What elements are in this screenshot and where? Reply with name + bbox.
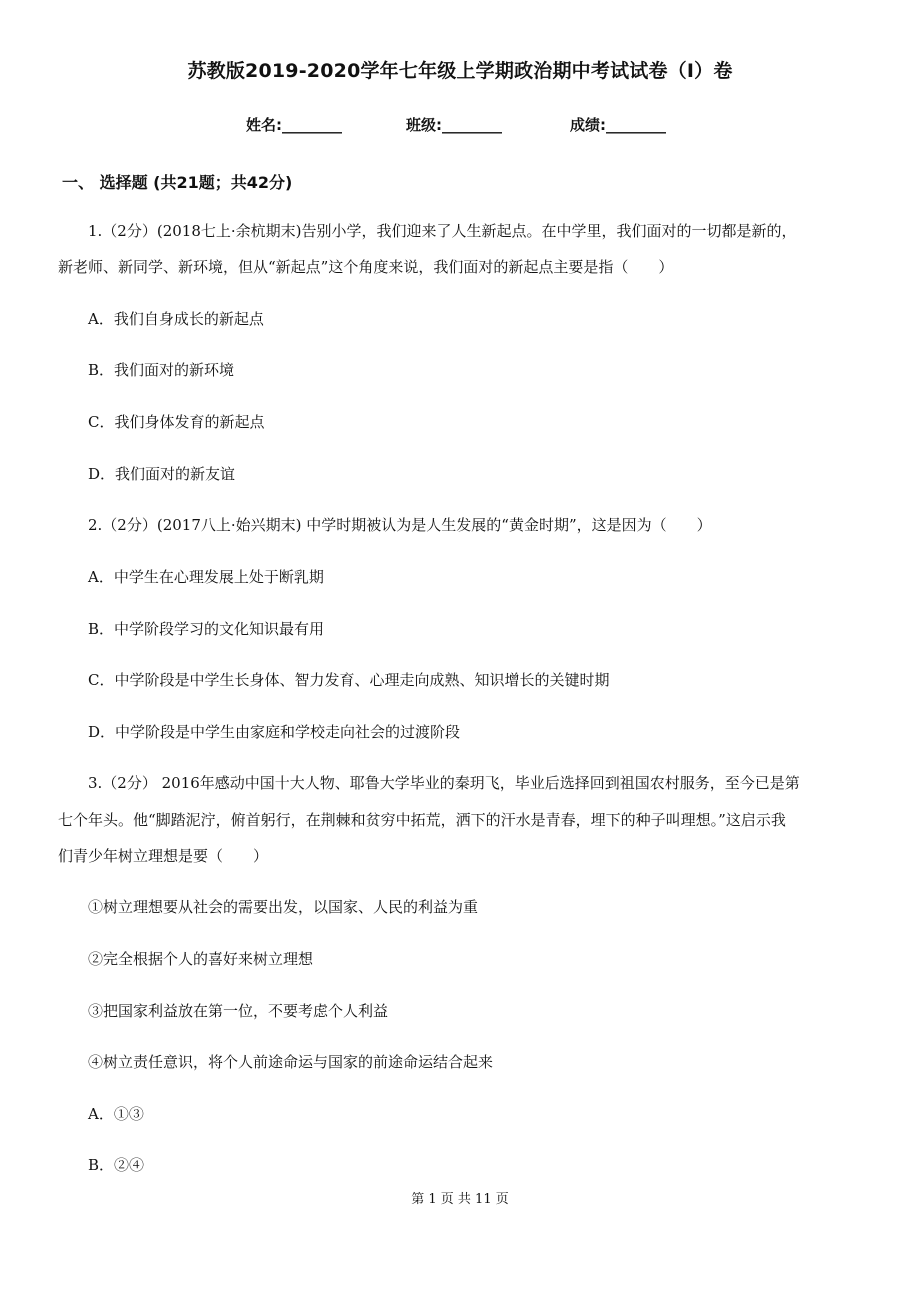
question-3-statement-2: ②完全根据个人的喜好来树立理想 bbox=[88, 950, 314, 968]
question-2-option-c: C．中学阶段是中学生长身体、智力发育、心理走向成熟、知识增长的关键时期 bbox=[88, 671, 610, 689]
class-field: 班级:________ bbox=[406, 116, 502, 134]
page-footer: 第 1 页 共 11 页 bbox=[411, 1192, 509, 1207]
question-2-option-d: D．中学阶段是中学生由家庭和学校走向社会的过渡阶段 bbox=[88, 723, 461, 741]
exam-title: 苏教版2019-2020学年七年级上学期政治期中考试试卷（I）卷 bbox=[187, 60, 733, 82]
question-1-text: 1.（2分）(2018七上·余杭期末)告别小学，我们迎来了人生新起点。在中学里，我们面对的一切都是新的， bbox=[88, 222, 797, 240]
question-3-statement-1: ①树立理想要从社会的需要出发，以国家、人民的利益为重 bbox=[88, 898, 479, 916]
question-1-option-a: A．我们自身成长的新起点 bbox=[88, 310, 264, 328]
question-3-text-cont2: 们青少年树立理想是要（ ） bbox=[58, 847, 269, 865]
question-1-option-c: C．我们身体发育的新起点 bbox=[88, 413, 265, 431]
question-3-option-a: A．①③ bbox=[88, 1105, 144, 1123]
question-2-option-b: B．中学阶段学习的文化知识最有用 bbox=[88, 620, 325, 638]
score-field: 成绩:________ bbox=[570, 116, 666, 134]
question-1-option-b: B．我们面对的新环境 bbox=[88, 361, 235, 379]
question-3-text-cont: 七个年头。他“脚踏泥泞，俯首躬行，在荆棘和贫穷中拓荒，洒下的汗水是青春，埋下的种子叫理想。”这启示我 bbox=[58, 811, 786, 829]
question-2-option-a: A．中学生在心理发展上处于断乳期 bbox=[88, 568, 324, 586]
section-heading: 一、 选择题 (共21题；共42分) bbox=[62, 173, 293, 192]
question-3-statement-4: ④树立责任意识，将个人前途命运与国家的前途命运结合起来 bbox=[88, 1053, 494, 1071]
question-3-text: 3.（2分） 2016年感动中国十大人物、耶鲁大学毕业的秦玥飞，毕业后选择回到祖国农村服务，至今已是第 bbox=[88, 774, 800, 792]
question-3-option-b: B．②④ bbox=[88, 1156, 145, 1174]
name-field: 姓名:________ bbox=[246, 116, 342, 134]
question-3-statement-3: ③把国家利益放在第一位，不要考虑个人利益 bbox=[88, 1002, 389, 1020]
question-1-text-cont: 新老师、新同学、新环境，但从“新起点”这个角度来说，我们面对的新起点主要是指（ ） bbox=[58, 258, 674, 276]
question-1-option-d: D．我们面对的新友谊 bbox=[88, 465, 236, 483]
question-2-text: 2.（2分）(2017八上·始兴期末) 中学时期被认为是人生发展的“黄金时期”，这是因为（ ） bbox=[88, 516, 712, 534]
